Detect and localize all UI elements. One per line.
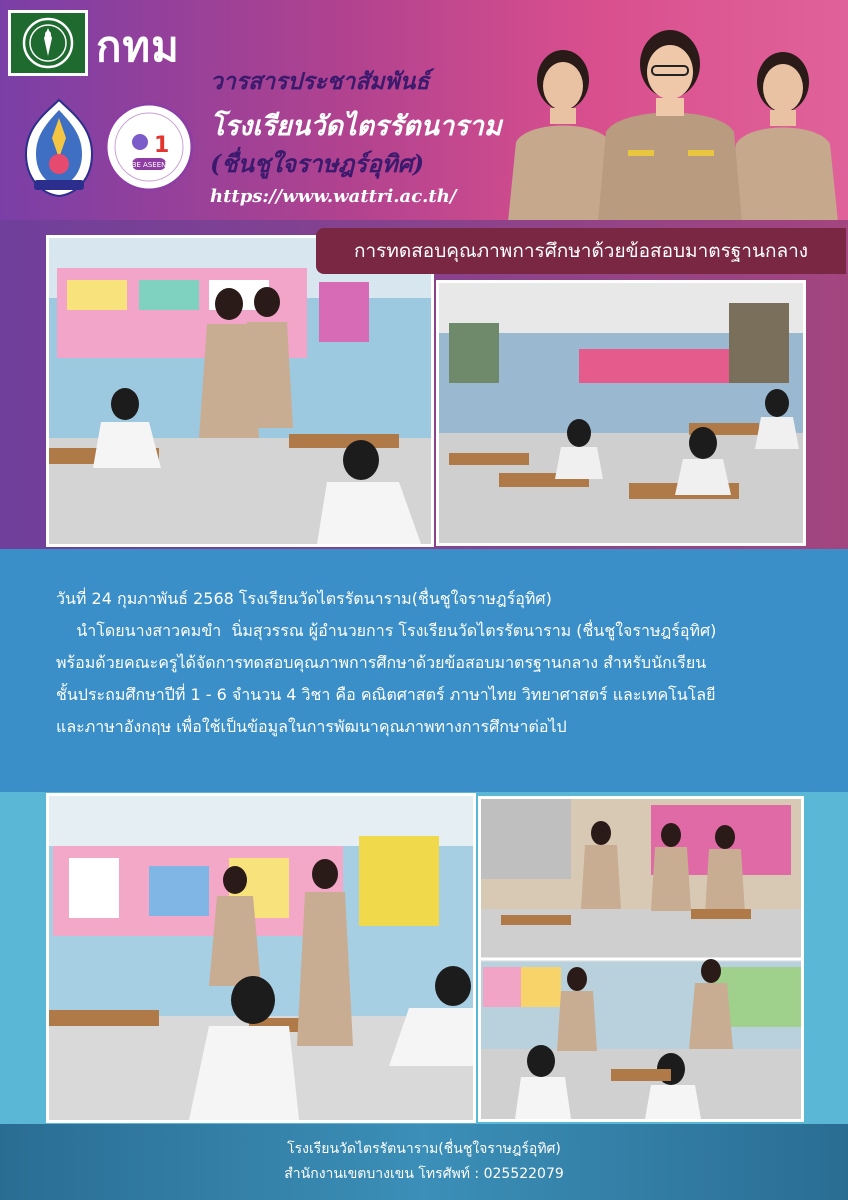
bma-emblem (8, 10, 88, 76)
classroom-photo-collage (478, 796, 804, 1122)
agency-label: กทม (96, 22, 180, 71)
article-line-1: วันที่ 24 กุมภาพันธ์ 2568 โรงเรียนวัดไตรรัตนาราม(ชื่นชูใจราษฎร์อุทิศ) (56, 589, 552, 608)
svg-text:1: 1 (154, 133, 170, 158)
classroom-photo-2 (436, 280, 806, 546)
school-logo (22, 98, 96, 198)
article-line-5: และภาษาอังกฤษ เพื่อใช้เป็นข้อมูลในการพัฒนาคุณภาพทางการศึกษาต่อไป (56, 717, 567, 736)
footer-bar (0, 1124, 848, 1200)
classroom-photo-3 (46, 793, 476, 1123)
website-link[interactable]: https://www.wattri.ac.th/ (210, 186, 457, 207)
article-line-2: นำโดยนางสาวคมขำ นิ่มสุวรรณ ผู้อำนวยการ โรงเรียนวัดไตรรัตนาราม (ชื่นชูใจราษฎร์อุทิศ) (56, 621, 717, 640)
program-logo (104, 102, 194, 192)
school-name: โรงเรียนวัดไตรรัตนาราม (210, 111, 502, 142)
article-title: การทดสอบคุณภาพการศึกษาด้วยข้อสอบมาตรฐานกลาง (316, 228, 846, 274)
journal-title: วารสารประชาสัมพันธ์ (210, 68, 430, 95)
program-logo-text: BE ASEEN (131, 161, 167, 169)
footer-contact: สำนักงานเขตบางเขน โทรศัพท์ : 025522079 (284, 1166, 564, 1182)
footer-school-name: โรงเรียนวัดไตรรัตนาราม(ชื่นชูใจราษฎร์อุทิศ) (287, 1141, 561, 1157)
classroom-photo-1 (46, 235, 434, 547)
school-subname: (ชื่นชูใจราษฎร์อุทิศ) (210, 149, 425, 178)
teachers-photo (488, 22, 848, 222)
article-line-4: ชั้นประถมศึกษาปีที่ 1 - 6 จำนวน 4 วิชา คือ คณิตศาสตร์ ภาษาไทย วิทยาศาสตร์ และเทคโนโลยี (56, 685, 716, 704)
article-line-3: พร้อมด้วยคณะครูได้จัดการทดสอบคุณภาพการศึกษาด้วยข้อสอบมาตรฐานกลาง สำหรับนักเรียน (56, 653, 707, 672)
article-body (56, 583, 816, 743)
